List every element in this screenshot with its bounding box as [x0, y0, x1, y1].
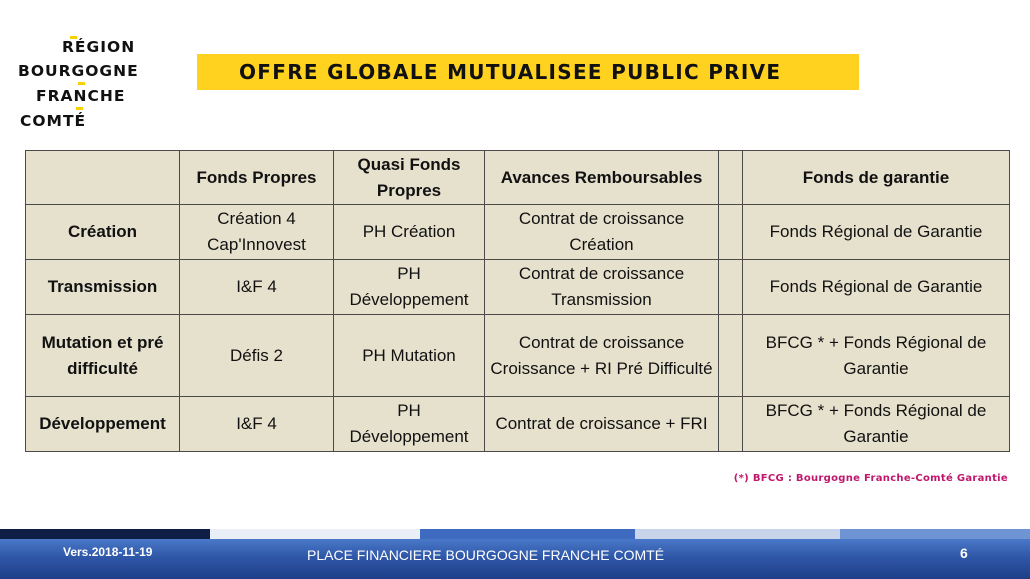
table-cell: Contrat de croissance Transmission — [485, 260, 719, 315]
table-cell: BFCG * + Fonds Régional de Garantie — [743, 315, 1010, 397]
table-row — [26, 260, 1010, 315]
slide-title: OFFRE GLOBALE MUTUALISEE PUBLIC PRIVE — [239, 60, 782, 84]
footer-stripe — [210, 529, 420, 539]
header-avances-remboursables: Avances Remboursables — [485, 151, 719, 205]
footer-stripe — [420, 529, 635, 539]
table-cell: Contrat de croissance Création — [485, 205, 719, 260]
logo-accent-bar — [76, 107, 83, 110]
header-fonds-propres: Fonds Propres — [180, 151, 334, 205]
header-cell-spacer — [719, 151, 743, 205]
footer-bar — [0, 539, 1030, 579]
table-cell: Contrat de croissance Croissance + RI Pré Difficulté — [485, 315, 719, 397]
table-cell: PH Mutation — [334, 315, 485, 397]
table-cell: Défis 2 — [180, 315, 334, 397]
table-row — [26, 315, 1010, 397]
footer-stripe — [635, 529, 840, 539]
logo-line-3: FRANCHE — [36, 87, 126, 105]
table-cell: Contrat de croissance + FRI — [485, 397, 719, 452]
footer-title: PLACE FINANCIERE BOURGOGNE FRANCHE COMTÉ — [307, 547, 665, 563]
logo-line-2: BOURGOGNE — [18, 62, 139, 80]
offer-table — [25, 150, 1010, 452]
table-cell: I&F 4 — [180, 397, 334, 452]
table-cell — [719, 315, 743, 397]
footer-stripes — [0, 529, 1030, 539]
table-cell: PH Création — [334, 205, 485, 260]
region-logo — [18, 36, 168, 136]
slide-title-bar — [197, 54, 859, 90]
row-label: Mutation et pré difficulté — [26, 315, 180, 397]
version-label: Vers.2018-11-19 — [63, 545, 153, 559]
footer-stripe — [840, 529, 1030, 539]
footnote: (*) BFCG : Bourgogne Franche-Comté Garantie — [733, 473, 1008, 484]
table-cell: PH Développement — [334, 260, 485, 315]
table-cell: BFCG * + Fonds Régional de Garantie — [743, 397, 1010, 452]
row-label: Création — [26, 205, 180, 260]
page-number: 6 — [960, 545, 968, 561]
table-cell — [719, 260, 743, 315]
table-cell: Création 4 Cap'Innovest — [180, 205, 334, 260]
header-fonds-garantie: Fonds de garantie — [743, 151, 1010, 205]
table-row — [26, 397, 1010, 452]
header-quasi-fonds-propres: Quasi Fonds Propres — [334, 151, 485, 205]
table-cell — [719, 205, 743, 260]
table-cell: I&F 4 — [180, 260, 334, 315]
logo-accent-bar — [78, 82, 85, 85]
footer-stripe — [0, 529, 210, 539]
table-cell — [719, 397, 743, 452]
table-row — [26, 205, 1010, 260]
header-cell-empty — [26, 151, 180, 205]
table-cell: Fonds Régional de Garantie — [743, 260, 1010, 315]
logo-line-4: COMTÉ — [20, 112, 87, 130]
row-label: Transmission — [26, 260, 180, 315]
logo-line-1: RÉGION — [62, 38, 136, 56]
table-cell: Fonds Régional de Garantie — [743, 205, 1010, 260]
table-cell: PH Développement — [334, 397, 485, 452]
table-header-row — [26, 151, 1010, 205]
row-label: Développement — [26, 397, 180, 452]
